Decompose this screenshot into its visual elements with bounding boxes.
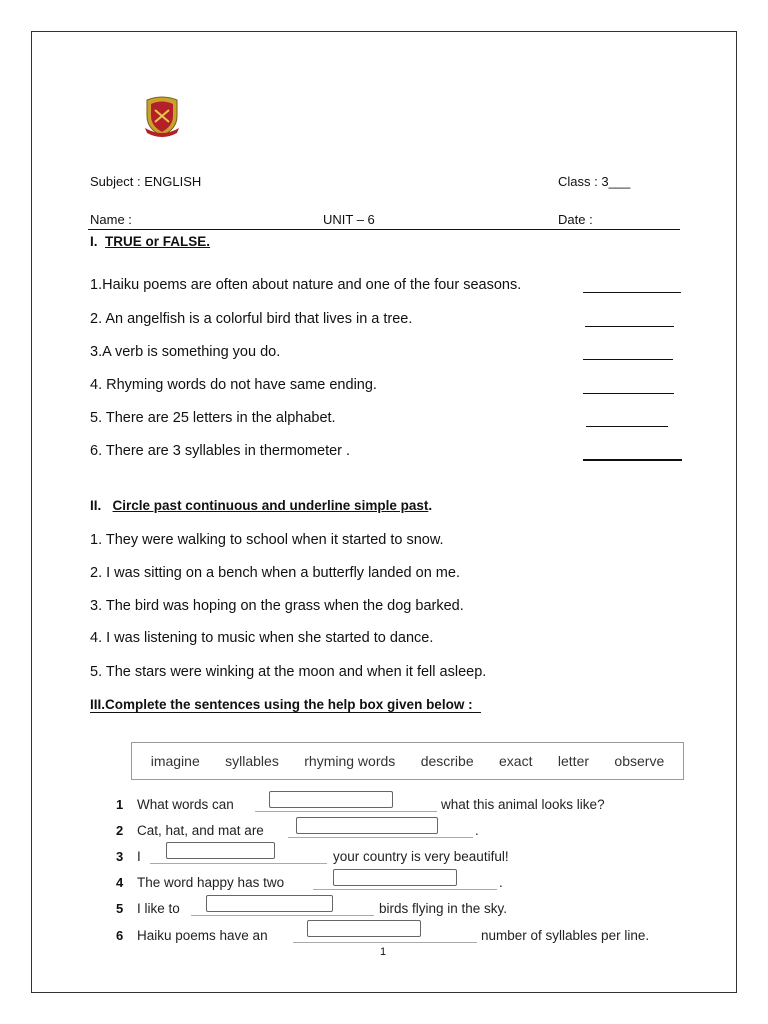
fill-blank-text-before: What words can: [137, 797, 234, 812]
past-tense-sentence-4: 4. I was listening to music when she started to dance.: [90, 630, 434, 646]
fill-blank-line: [288, 837, 473, 838]
help-word: letter: [557, 753, 590, 769]
name-label: Name :: [90, 212, 132, 227]
fill-blank-text-before: I: [137, 849, 141, 864]
fill-blank-text-after: what this animal looks like?: [441, 797, 605, 812]
fill-blank-answer-box-1[interactable]: [269, 791, 393, 808]
past-tense-sentence-3: 3. The bird was hoping on the grass when the dog barked.: [90, 598, 464, 614]
tf-answer-blank-4[interactable]: [583, 393, 674, 394]
class-label: Class : 3___: [558, 174, 631, 189]
fill-blank-text-before: Haiku poems have an: [137, 928, 268, 943]
fill-blank-number: 5: [116, 901, 124, 916]
fill-blank-answer-box-3[interactable]: [166, 842, 275, 859]
help-word: exact: [499, 753, 533, 769]
tf-answer-blank-1[interactable]: [583, 292, 681, 293]
tf-answer-blank-6[interactable]: [583, 459, 682, 461]
past-tense-sentence-5: 5. The stars were winking at the moon and when it fell asleep.: [90, 664, 487, 680]
help-word: rhyming words: [304, 753, 396, 769]
fill-blank-text-after: .: [499, 875, 503, 890]
fill-blank-line: [293, 942, 477, 943]
fill-blank-text-after: number of syllables per line.: [481, 928, 650, 943]
help-word: syllables: [225, 753, 279, 769]
fill-blank-number: 1: [116, 797, 124, 812]
help-box: [131, 742, 684, 780]
section-2-heading: II. Circle past continuous and underline simple past.: [90, 498, 433, 513]
fill-blank-answer-box-6[interactable]: [307, 920, 421, 937]
fill-blank-text-before: Cat, hat, and mat are: [137, 823, 264, 838]
fill-blank-line: [313, 889, 497, 890]
tf-answer-blank-3[interactable]: [583, 359, 673, 360]
tf-question-5: 5. There are 25 letters in the alphabet.: [90, 410, 336, 426]
fill-blank-text-before: The word happy has two: [137, 875, 285, 890]
tf-question-3: 3.A verb is something you do.: [90, 344, 281, 360]
fill-blank-answer-box-4[interactable]: [333, 869, 457, 886]
unit-label: UNIT – 6: [323, 212, 375, 227]
tf-question-4: 4. Rhyming words do not have same ending.: [90, 377, 377, 393]
section-3-heading: III.Complete the sentences using the help box given below :: [90, 697, 481, 713]
date-label: Date :: [558, 212, 593, 227]
header-rule: [88, 229, 680, 230]
fill-blank-answer-box-5[interactable]: [206, 895, 333, 912]
section-1-heading: I. TRUE or FALSE.: [90, 234, 211, 249]
past-tense-sentence-1: 1. They were walking to school when it started to snow.: [90, 532, 444, 548]
fill-blank-text-after: your country is very beautiful!: [333, 849, 509, 864]
fill-blank-number: 2: [116, 823, 124, 838]
fill-blank-text-after: birds flying in the sky.: [379, 901, 508, 916]
tf-answer-blank-5[interactable]: [586, 426, 668, 427]
fill-blank-text-before: I like to: [137, 901, 180, 916]
fill-blank-line: [255, 811, 437, 812]
fill-blank-number: 3: [116, 849, 124, 864]
tf-question-2: 2. An angelfish is a colorful bird that lives in a tree.: [90, 311, 413, 327]
tf-question-1: 1.Haiku poems are often about nature and one of the four seasons.: [90, 277, 522, 293]
school-crest-logo: [143, 96, 181, 138]
help-word: describe: [420, 753, 474, 769]
fill-blank-line: [191, 915, 374, 916]
help-word: observe: [614, 753, 665, 769]
fill-blank-number: 6: [116, 928, 124, 943]
fill-blank-text-after: .: [475, 823, 479, 838]
tf-answer-blank-2[interactable]: [585, 326, 674, 327]
subject-label: Subject : ENGLISH: [90, 174, 202, 189]
page-number: 1: [380, 946, 387, 958]
past-tense-sentence-2: 2. I was sitting on a bench when a butterfly landed on me.: [90, 565, 460, 581]
tf-question-6: 6. There are 3 syllables in thermometer .: [90, 443, 351, 459]
fill-blank-line: [150, 863, 327, 864]
fill-blank-answer-box-2[interactable]: [296, 817, 438, 834]
help-word: imagine: [150, 753, 200, 769]
fill-blank-number: 4: [116, 875, 124, 890]
